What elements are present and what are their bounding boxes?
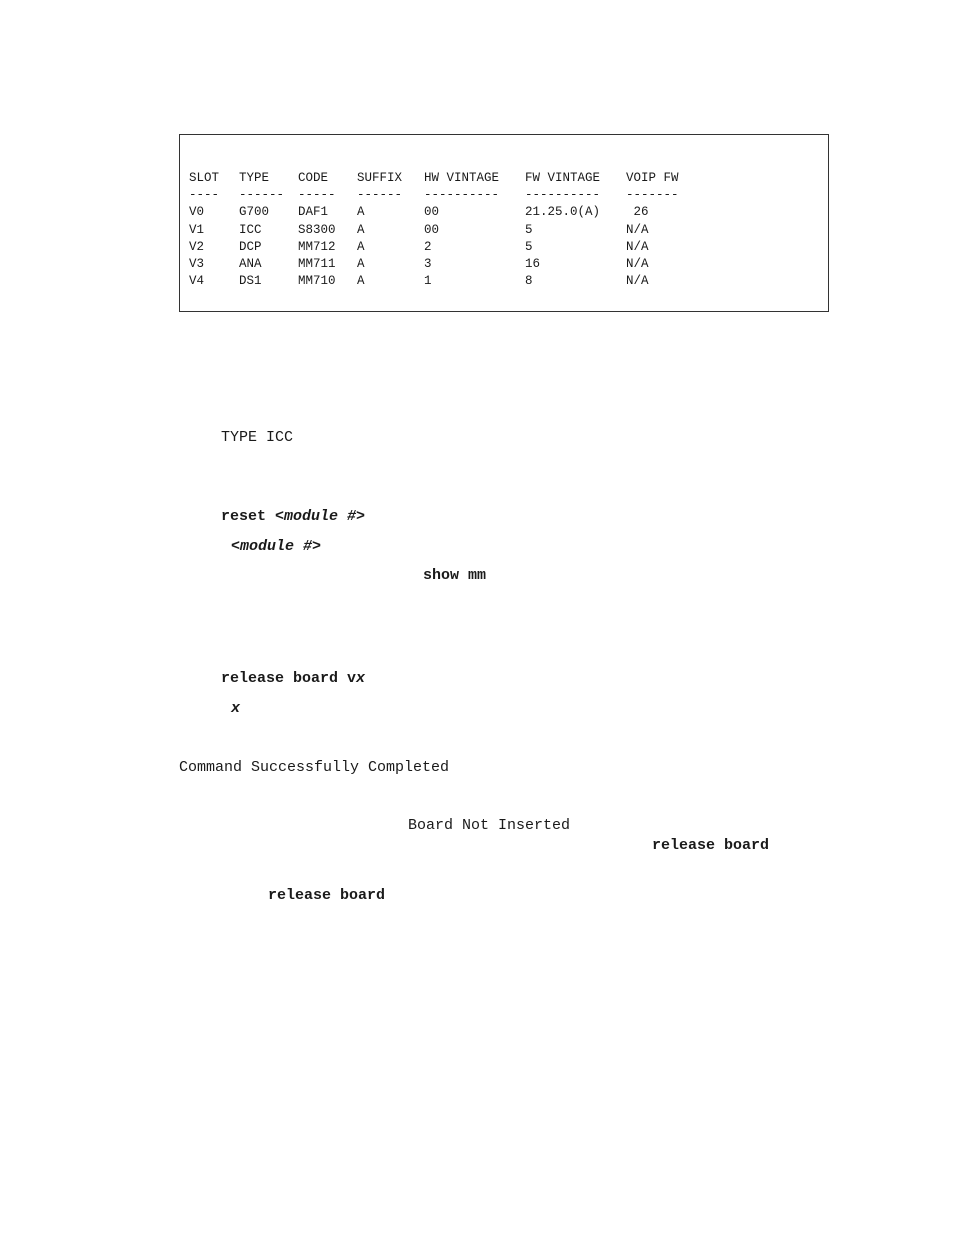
table-header-cell: SUFFIX (357, 171, 403, 185)
table-row-cell: N/A (626, 239, 649, 254)
release-keyword: release board v (221, 670, 357, 687)
table-row-cell: G700 (239, 205, 270, 220)
table-header-cell: TYPE (239, 171, 270, 185)
table-separator-cell: ----- (298, 188, 336, 203)
table-row-cell: A (357, 256, 365, 271)
table-row-cell: S8300 (298, 222, 336, 237)
success-message: Command Successfully Completed (179, 759, 450, 776)
cli-output-box (179, 134, 829, 312)
table-row-cell: 5 (525, 222, 533, 237)
table-header-cell: HW VINTAGE (424, 171, 500, 185)
table-header-cell: SLOT (189, 171, 220, 185)
table-row-cell: 3 (424, 256, 432, 271)
table-row-cell: A (357, 274, 365, 289)
not-inserted-message: Board Not Inserted (408, 817, 571, 834)
table-separator-cell: ------ (357, 188, 403, 203)
table-row-cell: 16 (525, 256, 541, 271)
table-header-cell: FW VINTAGE (525, 171, 601, 185)
table-row-cell: V3 (189, 256, 205, 271)
table-row-cell: 1 (424, 274, 432, 289)
table-row-cell: N/A (626, 256, 649, 271)
table-separator-cell: ---------- (424, 188, 500, 203)
table-row-cell: 5 (525, 239, 533, 254)
table-row-cell: 21.25.0(A) (525, 205, 601, 220)
table-row-cell: DCP (239, 239, 262, 254)
table-header-cell: VOIP FW (626, 171, 679, 185)
module-argument: <module #> (231, 538, 322, 555)
table-separator-cell: ---------- (525, 188, 601, 203)
release-board-ref-2: release board (268, 887, 386, 904)
table-row-cell: MM712 (298, 239, 336, 254)
table-row-cell: DS1 (239, 274, 262, 289)
release-board-ref-1: release board (652, 837, 770, 854)
table-row-cell: 2 (424, 239, 432, 254)
table-row-cell: 26 (626, 205, 649, 220)
reset-argument: <module #> (266, 508, 366, 525)
table-header-cell: CODE (298, 171, 329, 185)
table-row-cell: V2 (189, 239, 205, 254)
reset-keyword: reset (221, 508, 267, 525)
table-row-cell: N/A (626, 274, 649, 289)
table-row-cell: A (357, 239, 365, 254)
table-row-cell: 00 (424, 222, 440, 237)
reset-command (221, 508, 365, 526)
table-row-cell: ANA (239, 256, 262, 271)
table-row-cell: MM711 (298, 256, 336, 271)
table-row-cell: V4 (189, 274, 205, 289)
table-separator-cell: ------ (239, 188, 285, 203)
table-row-cell: MM710 (298, 274, 336, 289)
table-row-cell: V0 (189, 205, 205, 220)
x-variable: x (231, 700, 241, 717)
show-mm-command: show mm (423, 567, 487, 584)
table-separator-cell: ---- (189, 188, 220, 203)
table-row-cell: A (357, 205, 365, 220)
table-row-cell: V1 (189, 222, 205, 237)
table-row-cell: 00 (424, 205, 440, 220)
type-icc-text: TYPE ICC (221, 429, 294, 446)
table-row-cell: 8 (525, 274, 533, 289)
table-separator-cell: ------- (626, 188, 679, 203)
table-row-cell: ICC (239, 222, 262, 237)
release-variable: x (356, 670, 366, 687)
table-row-cell: N/A (626, 222, 649, 237)
release-board-command (221, 670, 365, 688)
table-row-cell: A (357, 222, 365, 237)
table-row-cell: DAF1 (298, 205, 329, 220)
